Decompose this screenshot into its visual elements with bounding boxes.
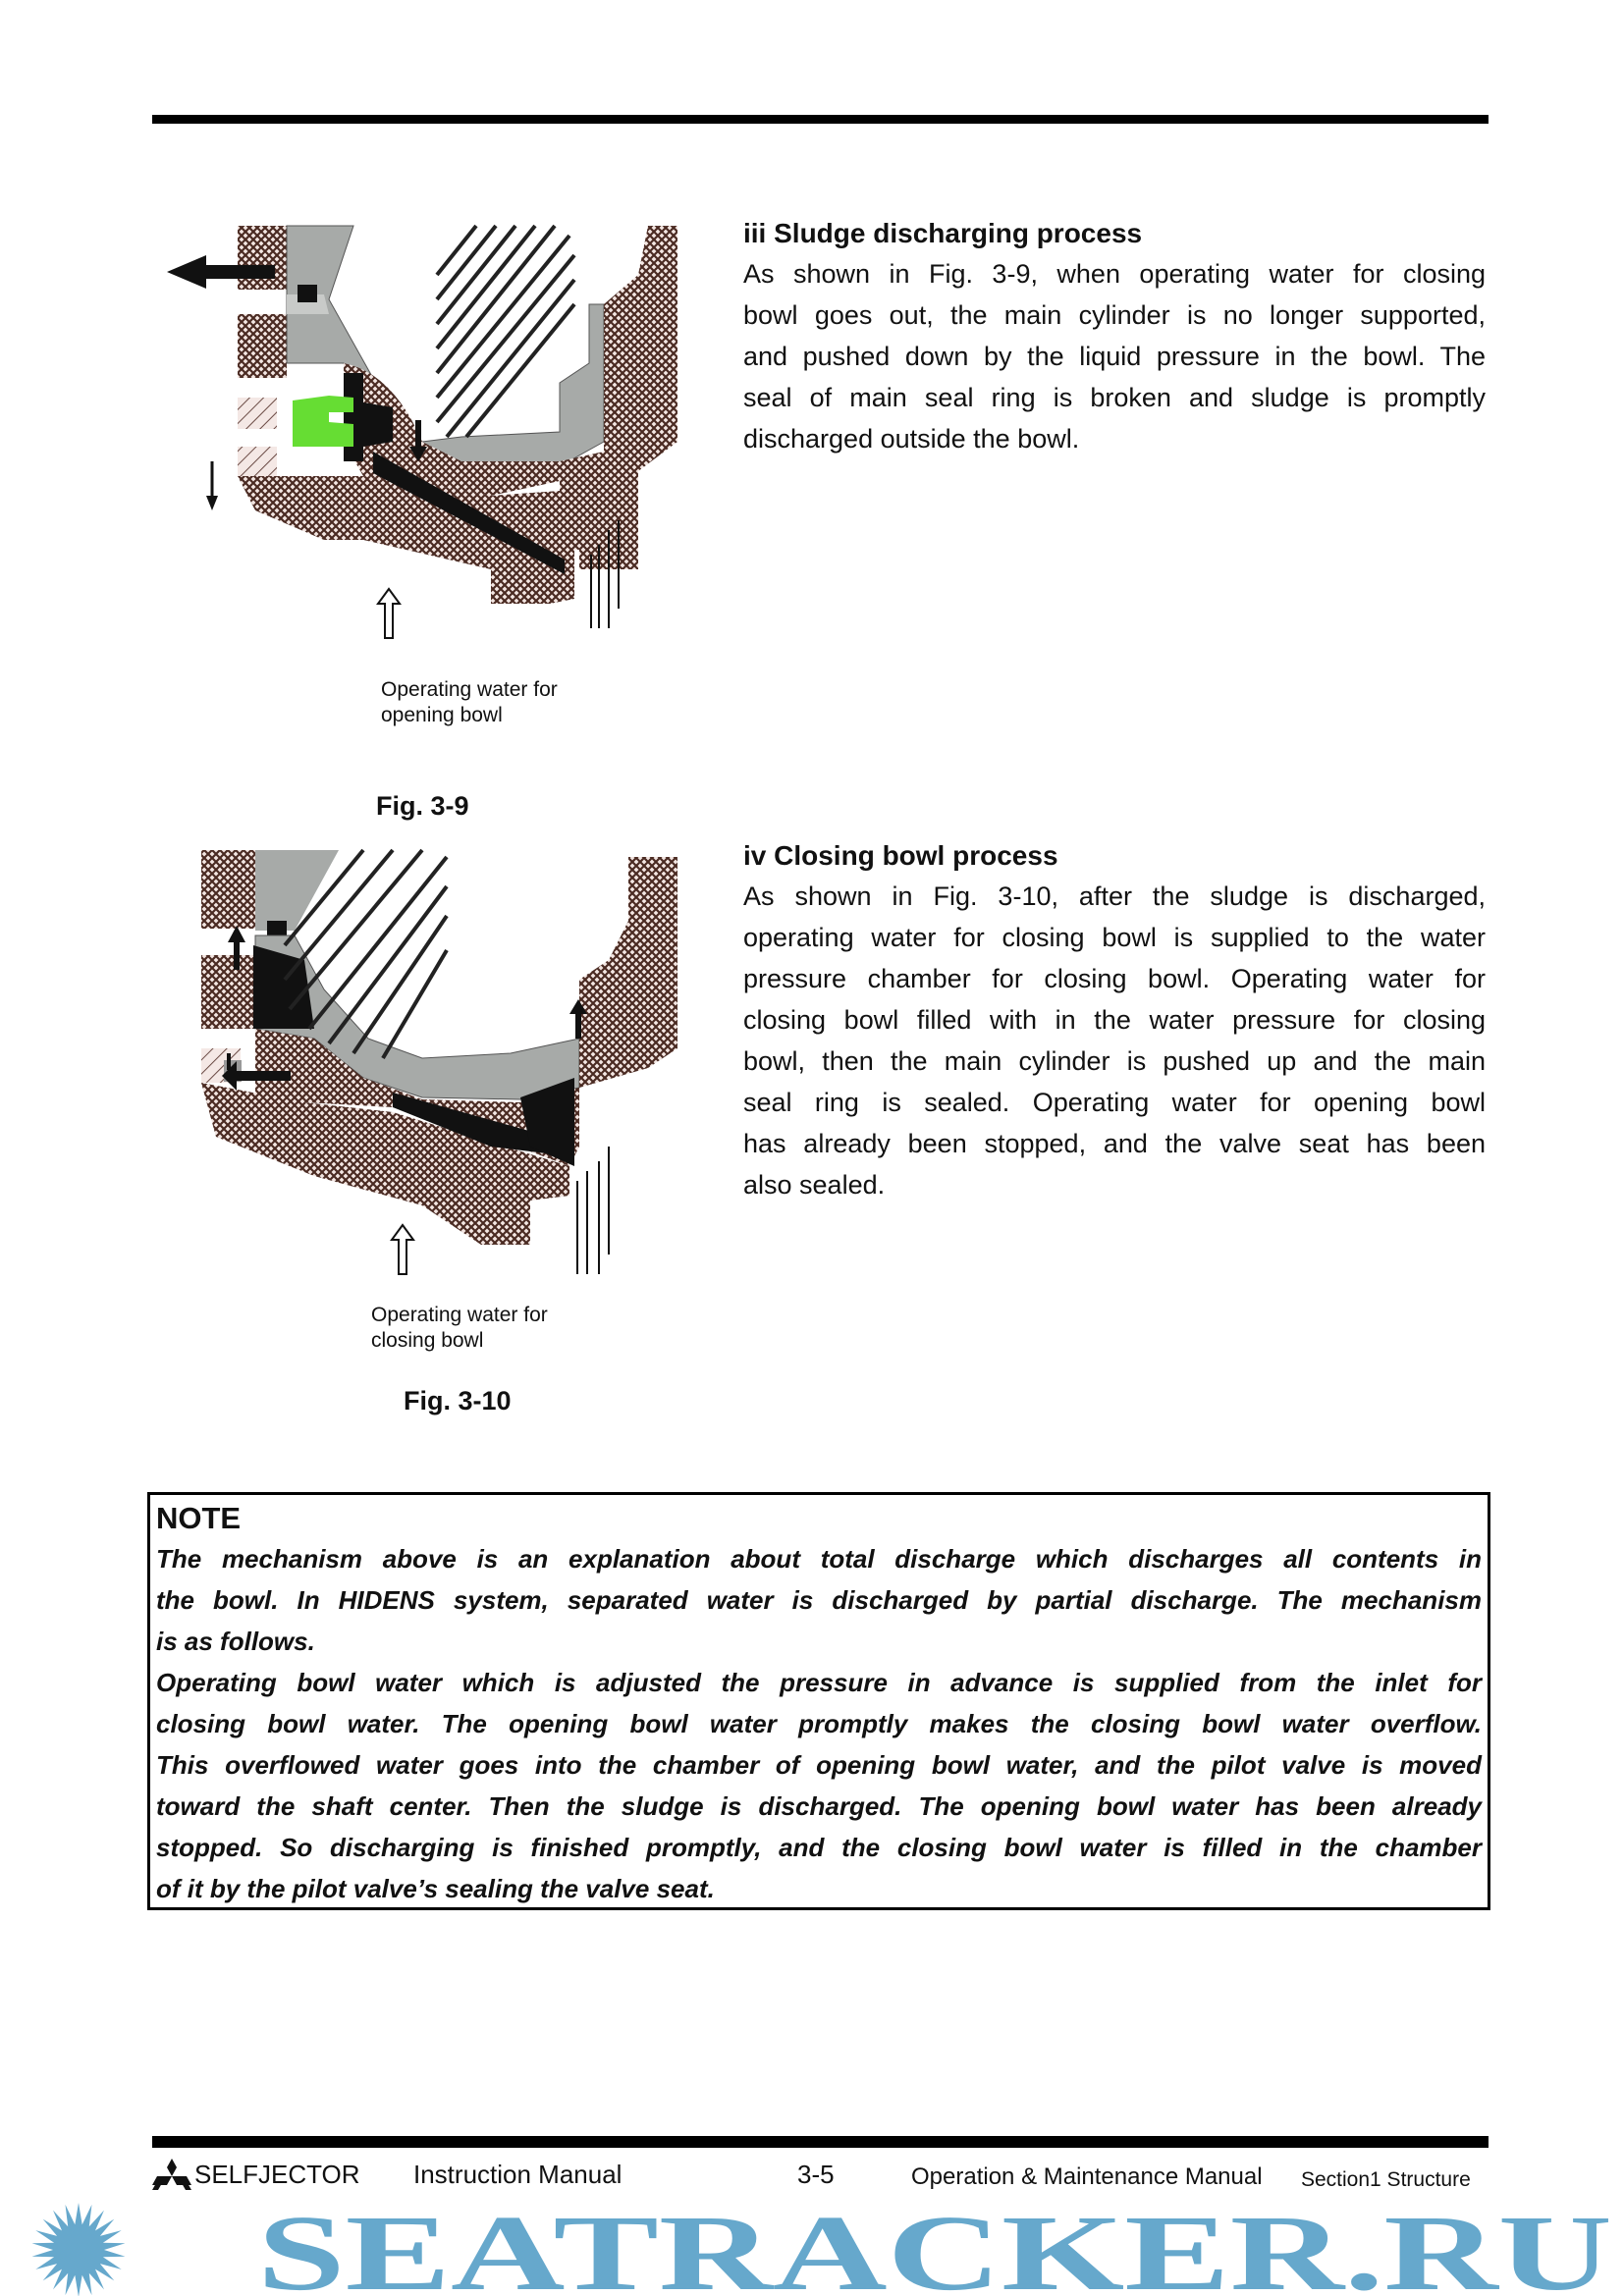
note-line: toward the shaft center. Then the sludge is discharged. The opening bowl water has been already [156,1791,1482,1821]
section-iv-line: seal ring is sealed. Operating water for opening bowl [743,1088,1486,1117]
section-iii-line: and pushed down by the liquid pressure in the bowl. The [743,342,1486,371]
footer-manual: Instruction Manual [413,2160,623,2189]
section-iv-heading: iv Closing bowl process [743,840,1058,871]
section-iv-line: pressure chamber for closing bowl. Operating water for [743,964,1486,993]
sunburst-icon [32,2203,126,2296]
inflow-arrow-icon [378,589,400,638]
section-iii-line: discharged outside the bowl. [743,424,1080,454]
note-line: of it by the pilot valve’s sealing the valve seat. [156,1874,715,1903]
footer-rule [152,2136,1489,2148]
fig-3-9-label-line2: opening bowl [381,704,503,726]
note-line: closing bowl water. The opening bowl water promptly makes the closing bowl water overflow. [156,1709,1482,1738]
note-line: the bowl. In HIDENS system, separated water is discharged by partial discharge. The mechanism [156,1585,1482,1615]
section-sludge-discharging [743,214,1486,459]
inflow-arrow-icon [392,1225,413,1274]
figure-3-10-diagram [196,842,687,1296]
section-iv-line: As shown in Fig. 3-10, after the sludge is discharged, [743,881,1486,911]
note-heading: NOTE [156,1501,242,1535]
section-iv-line: also sealed. [743,1170,886,1200]
fig-3-9-label-line1: Operating water for [381,678,558,701]
footer-section: Section1 Structure [1301,2168,1471,2191]
section-iii-line: seal of main seal ring is broken and sludge is promptly [743,383,1486,412]
footer-page-number: 3-5 [797,2160,835,2189]
section-iv-line: has already been stopped, and the valve seat has been [743,1129,1486,1158]
note-box [147,1492,1490,1910]
note-line: The mechanism above is an explanation about total discharge which discharges all contents in [156,1544,1482,1574]
section-iii-line: As shown in Fig. 3-9, when operating water for closing [743,259,1486,289]
section-closing-bowl [743,836,1486,1205]
section-iii-heading: iii Sludge discharging process [743,218,1143,248]
fig-3-10-label-line1: Operating water for [371,1304,548,1326]
watermark-text: SEATRACKER.RU [257,2201,1612,2296]
note-line: stopped. So discharging is finished promptly, and the closing bowl water is filled in the chamber [156,1833,1482,1862]
header-rule [152,115,1489,124]
section-iv-line: operating water for closing bowl is supplied to the water [743,923,1486,952]
section-iv-line: closing bowl filled with in the water pressure for closing [743,1005,1486,1035]
fig-3-10-label-line2: closing bowl [371,1329,484,1352]
fig-3-9-caption: Fig. 3-9 [376,791,469,821]
fig-3-10-caption: Fig. 3-10 [404,1386,512,1415]
watermark [0,2201,1624,2296]
footer-brand: SELFJECTOR [194,2160,360,2189]
footer-doc-title: Operation & Maintenance Manual [911,2163,1263,2190]
mitsubishi-logo-icon [152,2159,191,2192]
note-line: Operating bowl water which is adjusted the pressure in advance is supplied from the inlet for [156,1668,1482,1697]
figure-3-9-diagram [167,216,687,658]
fig-3-10-label [371,1303,548,1354]
note-line: This overflowed water goes into the chamber of opening bowl water, and the pilot valve is moved [156,1750,1482,1780]
section-iv-line: bowl, then the main cylinder is pushed up and the main [743,1046,1486,1076]
note-line: is as follows. [156,1627,315,1656]
section-iii-line: bowl goes out, the main cylinder is no longer supported, [743,300,1486,330]
fig-3-9-label [381,677,558,728]
